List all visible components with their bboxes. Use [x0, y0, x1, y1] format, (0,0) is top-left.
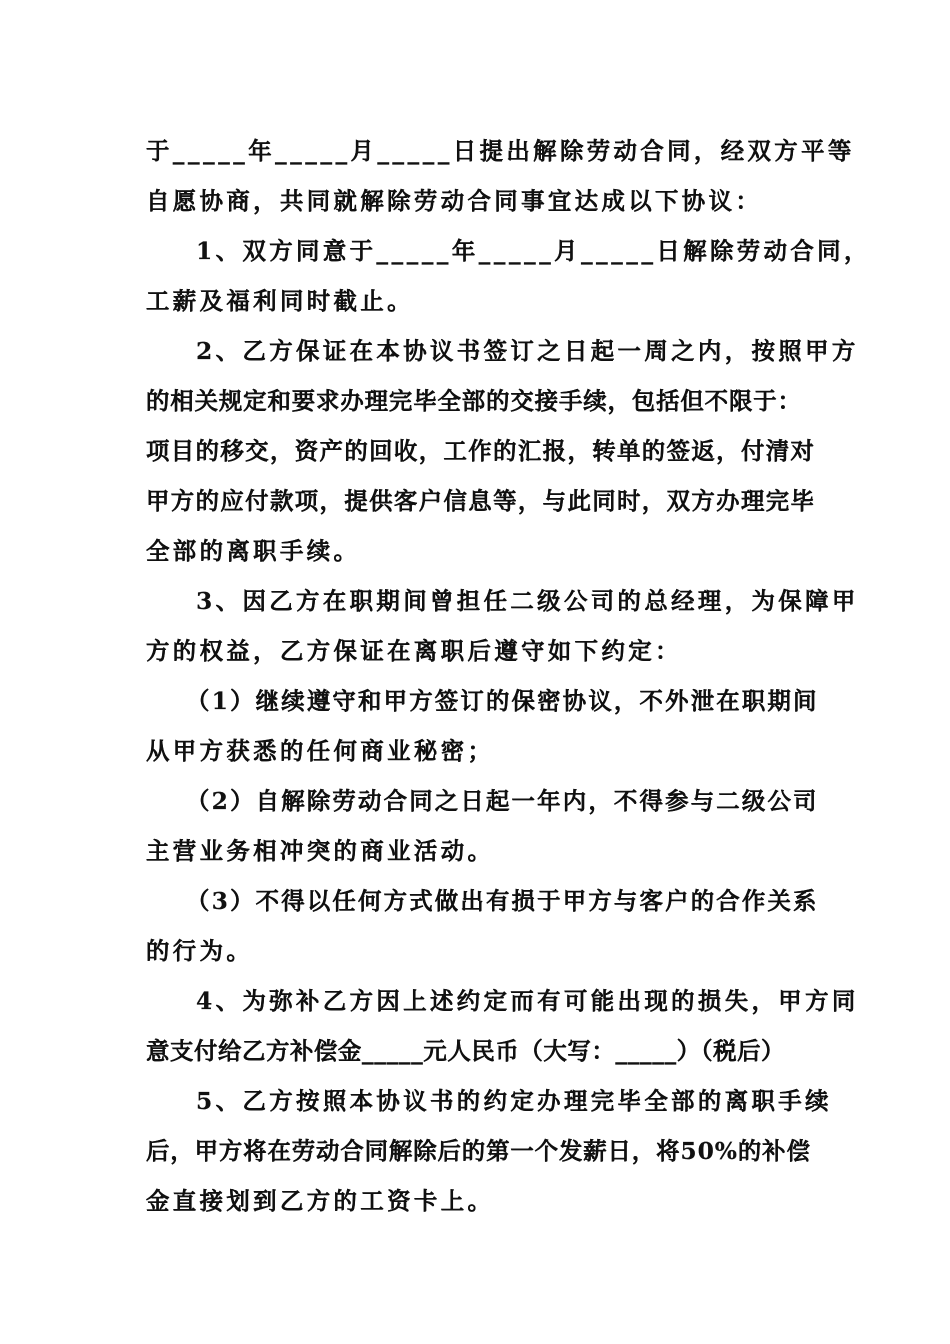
- clause-2-line: 2、乙方保证在本协议书签订之日起一周之内，按照甲方: [196, 337, 859, 365]
- text-line: 主营业务相冲突的商业活动。: [146, 837, 495, 865]
- clause-3-line: 3、因乙方在职期间曾担任二级公司的总经理，为保障甲: [196, 587, 859, 615]
- text-line: 工薪及福利同时截止。: [146, 287, 414, 315]
- document-body: [146, 126, 871, 1226]
- text-line: 于_____年_____月_____日提出解除劳动合同，经双方平等: [146, 137, 855, 165]
- text-line: 意支付给乙方补偿金_____元人民币（大写：_____）（税后）: [146, 1037, 786, 1065]
- text-line: 的相关规定和要求办理完毕全部的交接手续，包括但不限于：: [146, 387, 802, 415]
- text-line: 后，甲方将在劳动合同解除后的第一个发薪日，将50%的补偿: [146, 1137, 811, 1165]
- text-line: 从甲方获悉的任何商业秘密；: [146, 737, 495, 765]
- subclause-2-line: （2）自解除劳动合同之日起一年内，不得参与二级公司: [186, 787, 819, 815]
- subclause-3-line: （3）不得以任何方式做出有损于甲方与客户的合作关系: [186, 887, 819, 915]
- text-line: 全部的离职手续。: [146, 537, 361, 565]
- text-line: 方的权益，乙方保证在离职后遵守如下约定：: [146, 637, 682, 665]
- text-line: 自愿协商，共同就解除劳动合同事宜达成以下协议：: [146, 187, 763, 215]
- clause-4-line: 4、为弥补乙方因上述约定而有可能出现的损失，甲方同: [196, 987, 859, 1015]
- text-line: 金直接划到乙方的工资卡上。: [146, 1187, 495, 1215]
- clause-5-line: 5、乙方按照本协议书的约定办理完毕全部的离职手续: [196, 1087, 832, 1115]
- text-line: 的行为。: [146, 937, 254, 965]
- clause-1-line: 1、双方同意于_____年_____月_____日解除劳动合同，: [196, 237, 871, 265]
- subclause-1-line: （1）继续遵守和甲方签订的保密协议，不外泄在职期间: [186, 687, 819, 715]
- text-line: 甲方的应付款项，提供客户信息等，与此同时，双方办理完毕: [146, 487, 816, 515]
- text-line: 项目的移交，资产的回收，工作的汇报，转单的签返，付清对: [146, 437, 816, 465]
